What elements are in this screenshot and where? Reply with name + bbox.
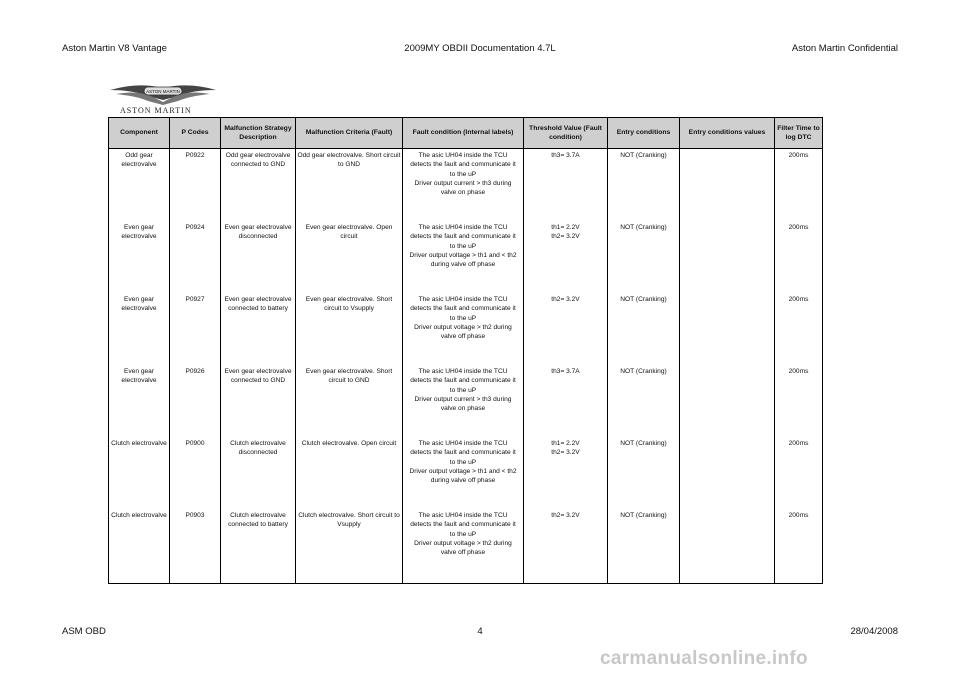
cell-fault — [403, 509, 524, 584]
header-left: Aston Martin V8 Vantage — [62, 43, 167, 54]
cell-threshold — [524, 149, 608, 222]
fault-line: The asic UH04 inside the TCU — [418, 368, 508, 375]
fault-line: Driver output current > th3 during — [414, 395, 512, 403]
cell-entry: NOT (Cranking) — [608, 293, 680, 365]
cell-criteria: Even gear electrovalve. Short circuit to Vsupply — [296, 293, 403, 365]
fault-line: valve off phase — [440, 333, 486, 341]
fault-line: valve on phase — [440, 405, 486, 413]
fault-line: valve on phase — [440, 189, 486, 197]
col-header-component: Component — [109, 118, 170, 149]
cell-criteria: Even gear electrovalve. Short circuit to GND — [296, 365, 403, 437]
fault-line: valve off phase — [440, 549, 486, 557]
table-row — [109, 365, 823, 437]
table-row — [109, 437, 823, 509]
cell-criteria: Clutch electrovalve. Open circuit — [296, 437, 403, 509]
cell-entry: NOT (Cranking) — [608, 365, 680, 437]
cell-pcode: P0927 — [170, 293, 221, 365]
footer-left: ASM OBD — [62, 626, 106, 637]
cell-filter: 200ms — [775, 437, 823, 509]
cell-strategy: Even gear electrovalve connected to GND — [221, 365, 296, 437]
cell-entry: NOT (Cranking) — [608, 149, 680, 222]
cell-entry-values — [680, 293, 775, 365]
cell-entry-values — [680, 149, 775, 222]
cell-strategy: Clutch electrovalve disconnected — [221, 437, 296, 509]
col-header-strategy: Malfunction Strategy Description — [221, 118, 296, 149]
cell-entry-values — [680, 365, 775, 437]
fault-line: Driver output voltage > th2 during — [414, 323, 512, 331]
cell-strategy: Odd gear electrovalve connected to GND — [221, 149, 296, 222]
fault-line: Driver output voltage > th2 during — [414, 539, 512, 547]
cell-filter: 200ms — [775, 221, 823, 293]
cell-component: Even gear electrovalve — [109, 221, 170, 293]
col-header-filter-time: Filter Time to log DTC — [775, 118, 823, 149]
cell-threshold — [524, 365, 608, 437]
cell-filter: 200ms — [775, 509, 823, 584]
footer-date: 28/04/2008 — [850, 626, 898, 637]
cell-criteria: Clutch electrovalve. Short circuit to Vsupply — [296, 509, 403, 584]
fault-line: to the uP — [449, 314, 477, 322]
fault-line: detects the fault and communicate it — [410, 449, 516, 457]
threshold-line: th3= 3.7A — [551, 368, 580, 375]
fault-line: The asic UH04 inside the TCU — [418, 152, 508, 159]
cell-entry: NOT (Cranking) — [608, 221, 680, 293]
cell-threshold — [524, 437, 608, 509]
logo-wing-text: ASTON MARTIN — [146, 89, 180, 94]
threshold-line: th1= 2.2V — [551, 224, 580, 231]
cell-entry: NOT (Cranking) — [608, 437, 680, 509]
cell-strategy: Clutch electrovalve connected to battery — [221, 509, 296, 584]
col-header-criteria: Malfunction Criteria (Fault) — [296, 118, 403, 149]
cell-pcode: P0924 — [170, 221, 221, 293]
cell-strategy: Even gear electrovalve disconnected — [221, 221, 296, 293]
col-header-fault-condition: Fault condition (Internal labels) — [403, 118, 524, 149]
fault-line: to the uP — [449, 242, 477, 250]
col-header-entry-values: Entry conditions values — [680, 118, 775, 149]
cell-entry-values — [680, 221, 775, 293]
threshold-line: th2= 3.2V — [551, 296, 580, 303]
cell-fault — [403, 221, 524, 293]
fault-line: detects the fault and communicate it — [410, 161, 516, 169]
cell-fault — [403, 293, 524, 365]
cell-fault — [403, 149, 524, 222]
threshold-line: th2= 3.2V — [551, 233, 580, 241]
cell-entry: NOT (Cranking) — [608, 509, 680, 584]
header-right: Aston Martin Confidential — [791, 43, 898, 54]
cell-threshold — [524, 221, 608, 293]
fault-line: The asic UH04 inside the TCU — [418, 440, 508, 447]
fault-line: The asic UH04 inside the TCU — [418, 224, 508, 231]
fault-line: detects the fault and communicate it — [410, 233, 516, 241]
fault-line: Driver output current > th3 during — [414, 179, 512, 187]
cell-filter: 200ms — [775, 149, 823, 222]
watermark: carmanualsonline.info — [600, 648, 808, 669]
fault-line: detects the fault and communicate it — [410, 521, 516, 529]
col-header-pcodes: P Codes — [170, 118, 221, 149]
cell-threshold — [524, 509, 608, 584]
table-row — [109, 293, 823, 365]
fault-line: detects the fault and communicate it — [410, 305, 516, 313]
col-header-entry-conditions: Entry conditions — [608, 118, 680, 149]
fault-line: to the uP — [449, 530, 477, 538]
cell-filter: 200ms — [775, 293, 823, 365]
obd-table — [108, 117, 823, 584]
threshold-line: th3= 3.7A — [551, 152, 580, 159]
col-header-threshold: Threshold Value (Fault condition) — [524, 118, 608, 149]
cell-criteria: Even gear electrovalve. Open circuit — [296, 221, 403, 293]
cell-pcode: P0926 — [170, 365, 221, 437]
fault-line: The asic UH04 inside the TCU — [418, 296, 508, 303]
cell-component: Even gear electrovalve — [109, 365, 170, 437]
cell-entry-values — [680, 509, 775, 584]
fault-line: The asic UH04 inside the TCU — [418, 512, 508, 519]
cell-threshold — [524, 293, 608, 365]
threshold-line: th2= 3.2V — [551, 449, 580, 457]
cell-component: Clutch electrovalve — [109, 509, 170, 584]
table-row — [109, 509, 823, 584]
fault-line: Driver output voltage > th1 and < th2 — [409, 467, 517, 475]
cell-component: Even gear electrovalve — [109, 293, 170, 365]
threshold-line: th2= 3.2V — [551, 512, 580, 519]
cell-fault — [403, 365, 524, 437]
cell-filter: 200ms — [775, 365, 823, 437]
table-header-row — [109, 118, 823, 149]
header-center: 2009MY OBDII Documentation 4.7L — [404, 43, 556, 54]
fault-line: during valve off phase — [430, 261, 496, 269]
logo-text: ASTON MARTIN — [120, 106, 192, 115]
fault-line: to the uP — [449, 386, 477, 394]
cell-pcode: P0903 — [170, 509, 221, 584]
cell-pcode: P0922 — [170, 149, 221, 222]
threshold-line: th1= 2.2V — [551, 440, 580, 447]
table-row — [109, 221, 823, 293]
cell-pcode: P0900 — [170, 437, 221, 509]
cell-fault — [403, 437, 524, 509]
cell-strategy: Even gear electrovalve connected to battery — [221, 293, 296, 365]
page-number: 4 — [477, 626, 483, 637]
fault-line: Driver output voltage > th1 and < th2 — [409, 251, 517, 259]
table-row — [109, 149, 823, 222]
fault-line: to the uP — [449, 170, 477, 178]
fault-line: detects the fault and communicate it — [410, 377, 516, 385]
fault-line: during valve off phase — [430, 477, 496, 485]
cell-component: Odd gear electrovalve — [109, 149, 170, 222]
cell-entry-values — [680, 437, 775, 509]
cell-criteria: Odd gear electrovalve. Short circuit to GND — [296, 149, 403, 222]
fault-line: to the uP — [449, 458, 477, 466]
cell-component: Clutch electrovalve — [109, 437, 170, 509]
